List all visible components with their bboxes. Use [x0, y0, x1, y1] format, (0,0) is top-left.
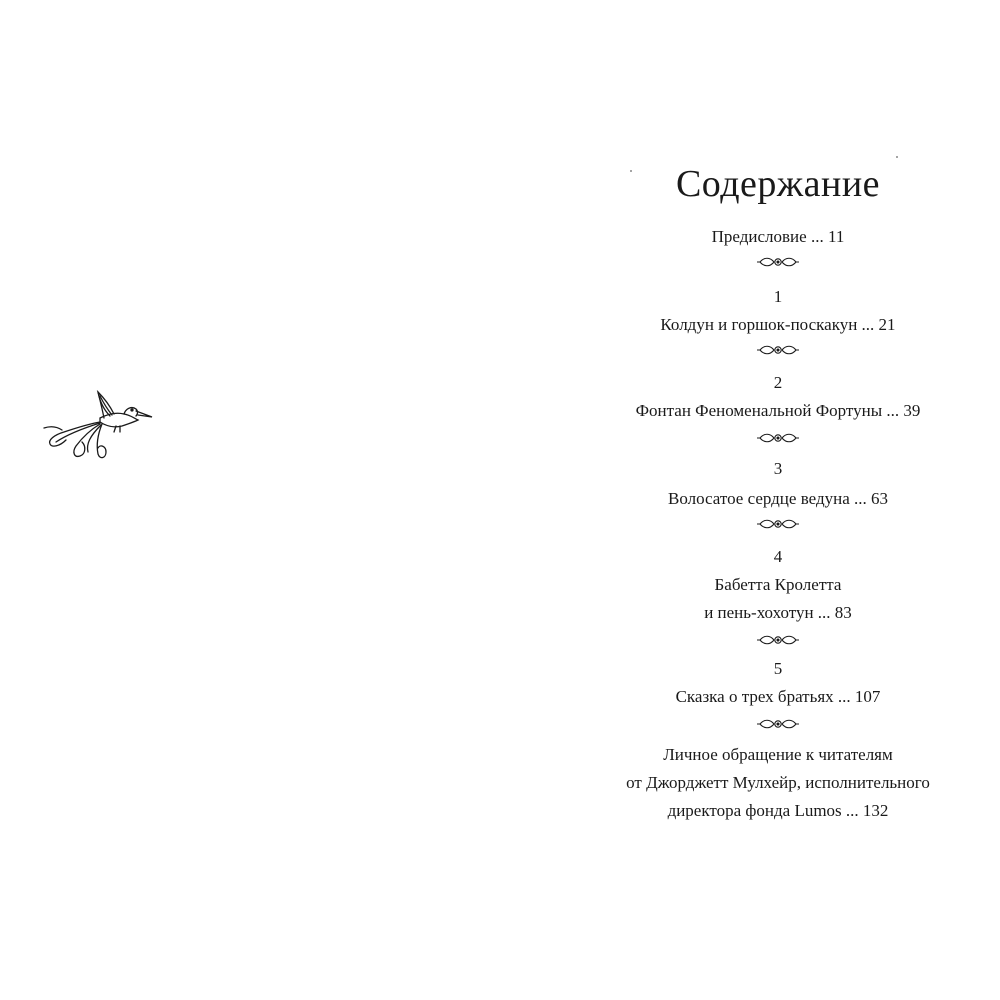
appeal-entry-line-1: Личное обращение к читателям [663, 745, 893, 764]
chapter-3-number: 3 [773, 459, 783, 478]
flourish-ornament-icon [756, 716, 800, 732]
table-of-contents [500, 0, 1000, 1000]
right-page [500, 0, 1000, 1000]
paper-speck [896, 156, 898, 158]
chapter-4-entry-line-2: и пень-хохотун ... 83 [704, 603, 852, 622]
appeal-entry-line-3: директора фонда Lumos ... 132 [667, 801, 889, 820]
flourish-ornament-icon [756, 632, 800, 648]
chapter-3-entry: Волосатое сердце ведуна ... 63 [668, 489, 888, 508]
chapter-5-entry: Сказка о трех братьях ... 107 [675, 687, 881, 706]
appeal-entry-line-2: от Джорджетт Мулхейр, исполнительного [626, 773, 930, 792]
chapter-1-entry: Колдун и горшок-поскакун ... 21 [660, 315, 896, 334]
page-title: Содержание [675, 163, 881, 205]
chapter-2-entry: Фонтан Феноменальной Фортуны ... 39 [635, 401, 921, 420]
chapter-2-number: 2 [773, 373, 783, 392]
chapter-5-number: 5 [773, 659, 783, 678]
bird-icon [42, 384, 158, 464]
flourish-ornament-icon [756, 430, 800, 446]
flourish-ornament-icon [756, 516, 800, 532]
preface-entry: Предисловие ... 11 [711, 227, 845, 246]
chapter-4-number: 4 [773, 547, 783, 566]
flourish-ornament-icon [756, 342, 800, 358]
chapter-4-entry-line-1: Бабетта Кролетта [714, 575, 842, 594]
chapter-1-number: 1 [773, 287, 783, 306]
flourish-ornament-icon [756, 254, 800, 270]
